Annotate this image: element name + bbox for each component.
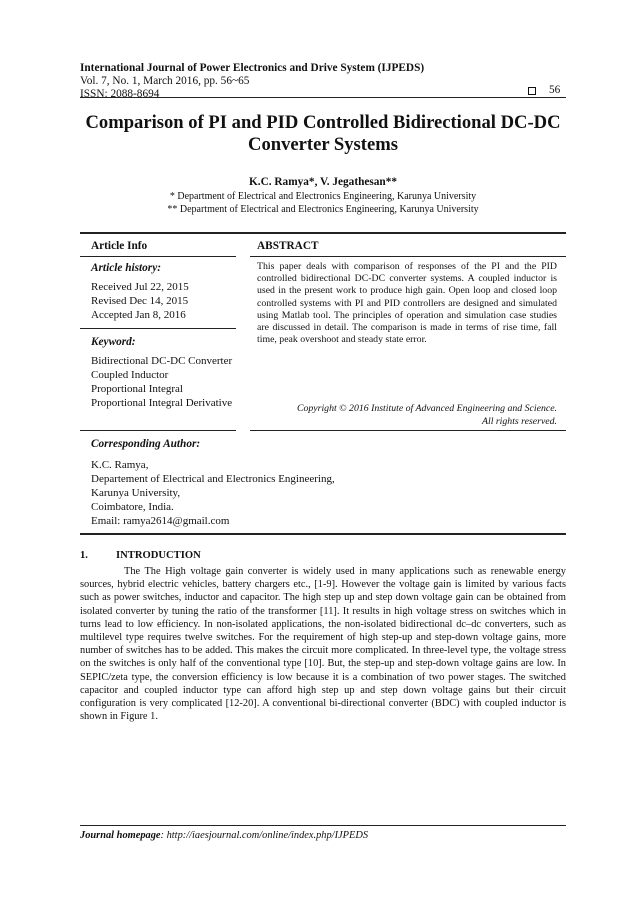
corresponding-line: K.C. Ramya, <box>91 459 149 471</box>
info-box-bottom-rule <box>80 533 566 535</box>
abstract-rule <box>250 256 566 257</box>
keyword-top-rule <box>80 328 236 329</box>
accepted-date: Accepted Jan 8, 2016 <box>91 309 186 321</box>
corresponding-email: Email: ramya2614@gmail.com <box>91 515 230 527</box>
corresponding-line: Coimbatore, India. <box>91 501 174 513</box>
abstract-text: This paper deals with comparison of responses of the PI and the PID controlled bidirectional DC-DC converter systems. A coupled inductor is used in the present work to produce high gain. Open loop and closed loop controlled systems with PI and PID controllers are designed and simulated using Matlab tool. The principles of operation and simulation case studies are discussed in detail. The comparison is made in terms of rise time, fall time, peak overshoot and steady state error. <box>257 261 557 346</box>
keyword-heading: Keyword: <box>91 336 136 348</box>
checkbox-square-icon <box>528 87 536 95</box>
copyright-line-1: Copyright © 2016 Institute of Advanced Engineering and Science. <box>296 403 557 414</box>
info-box-top-rule <box>80 232 566 234</box>
introduction-text: The The High voltage gain converter is widely used in many applications such as renewable energy sources, hybrid electric vehicles, battery chargers etc., [1-9]. However the voltage gain is limited by various facts such as power switches, inductor and capacitor. The high step up and step down voltage gain can be obtained from isolated converter by tuning the ratio of the transformer [11]. It results in high voltage stress on switches which in turns lead to low efficiency. In non-isolated applications, the non-isolated bidirectional dc–dc converters, such as multilevel type requires twelve switches. For the requirement of high step-up and step-down voltage gains, more number of switches has to be added. This makes the circuit more complicated. In three-level type, the voltage stress on the switches is only half of the conventional type [10]. But, the step-up and step-down voltage gains are low. In SEPIC/zeta type, the conversion efficiency is low because it is a combination of two power stages. The switched capacitor and coupled inductor type can afford high step up and step down voltage gains but their circuit configuration is very complicated [12-20]. A conventional bi-directional converter (BDC) with coupled inductor is shown in Figure 1. <box>80 566 566 723</box>
right-bottom-rule <box>250 430 566 431</box>
journal-volume: Vol. 7, No. 1, March 2016, pp. 56~65 <box>80 75 250 87</box>
article-history-heading: Article history: <box>91 262 161 274</box>
keyword-item: Proportional Integral <box>91 383 183 395</box>
revised-date: Revised Dec 14, 2015 <box>91 295 189 307</box>
authors: K.C. Ramya*, V. Jegathesan** <box>248 176 398 188</box>
article-info-rule <box>80 256 236 257</box>
article-info-heading: Article Info <box>91 240 148 252</box>
page-number: 56 <box>549 84 561 96</box>
header-rule <box>80 97 566 98</box>
journal-homepage <box>80 830 368 841</box>
journal-name: International Journal of Power Electronics and Drive System (IJPEDS) <box>80 62 425 74</box>
affiliation-1: * Department of Electrical and Electronics Engineering, Karunya University <box>169 191 477 202</box>
corresponding-line: Karunya University, <box>91 487 181 499</box>
journal-homepage-url[interactable]: : http://iaesjournal.com/online/index.php/IJPEDS <box>160 830 369 841</box>
corresponding-line: Departement of Electrical and Electronics Engineering, <box>91 473 335 485</box>
affiliation-2: ** Department of Electrical and Electronics Engineering, Karunya University <box>167 204 479 215</box>
abstract-heading: ABSTRACT <box>257 240 319 252</box>
footer-rule <box>80 825 566 826</box>
received-date: Received Jul 22, 2015 <box>91 281 189 293</box>
copyright <box>257 403 557 428</box>
keyword-item: Proportional Integral Derivative <box>91 397 233 409</box>
section-number: 1. <box>80 550 88 561</box>
journal-homepage-label: Journal homepage <box>80 830 161 841</box>
paper-title: Comparison of PI and PID Controlled Bidirectional DC-DC Converter Systems <box>85 112 561 155</box>
journal-issn: ISSN: 2088-8694 <box>80 88 160 100</box>
corresponding-author-heading: Corresponding Author: <box>91 438 201 450</box>
copyright-line-2: All rights reserved. <box>481 415 557 427</box>
left-bottom-rule <box>80 430 236 431</box>
section-heading: INTRODUCTION <box>116 550 201 561</box>
keyword-item: Bidirectional DC-DC Converter <box>91 355 233 367</box>
keyword-item: Coupled Inductor <box>91 369 169 381</box>
